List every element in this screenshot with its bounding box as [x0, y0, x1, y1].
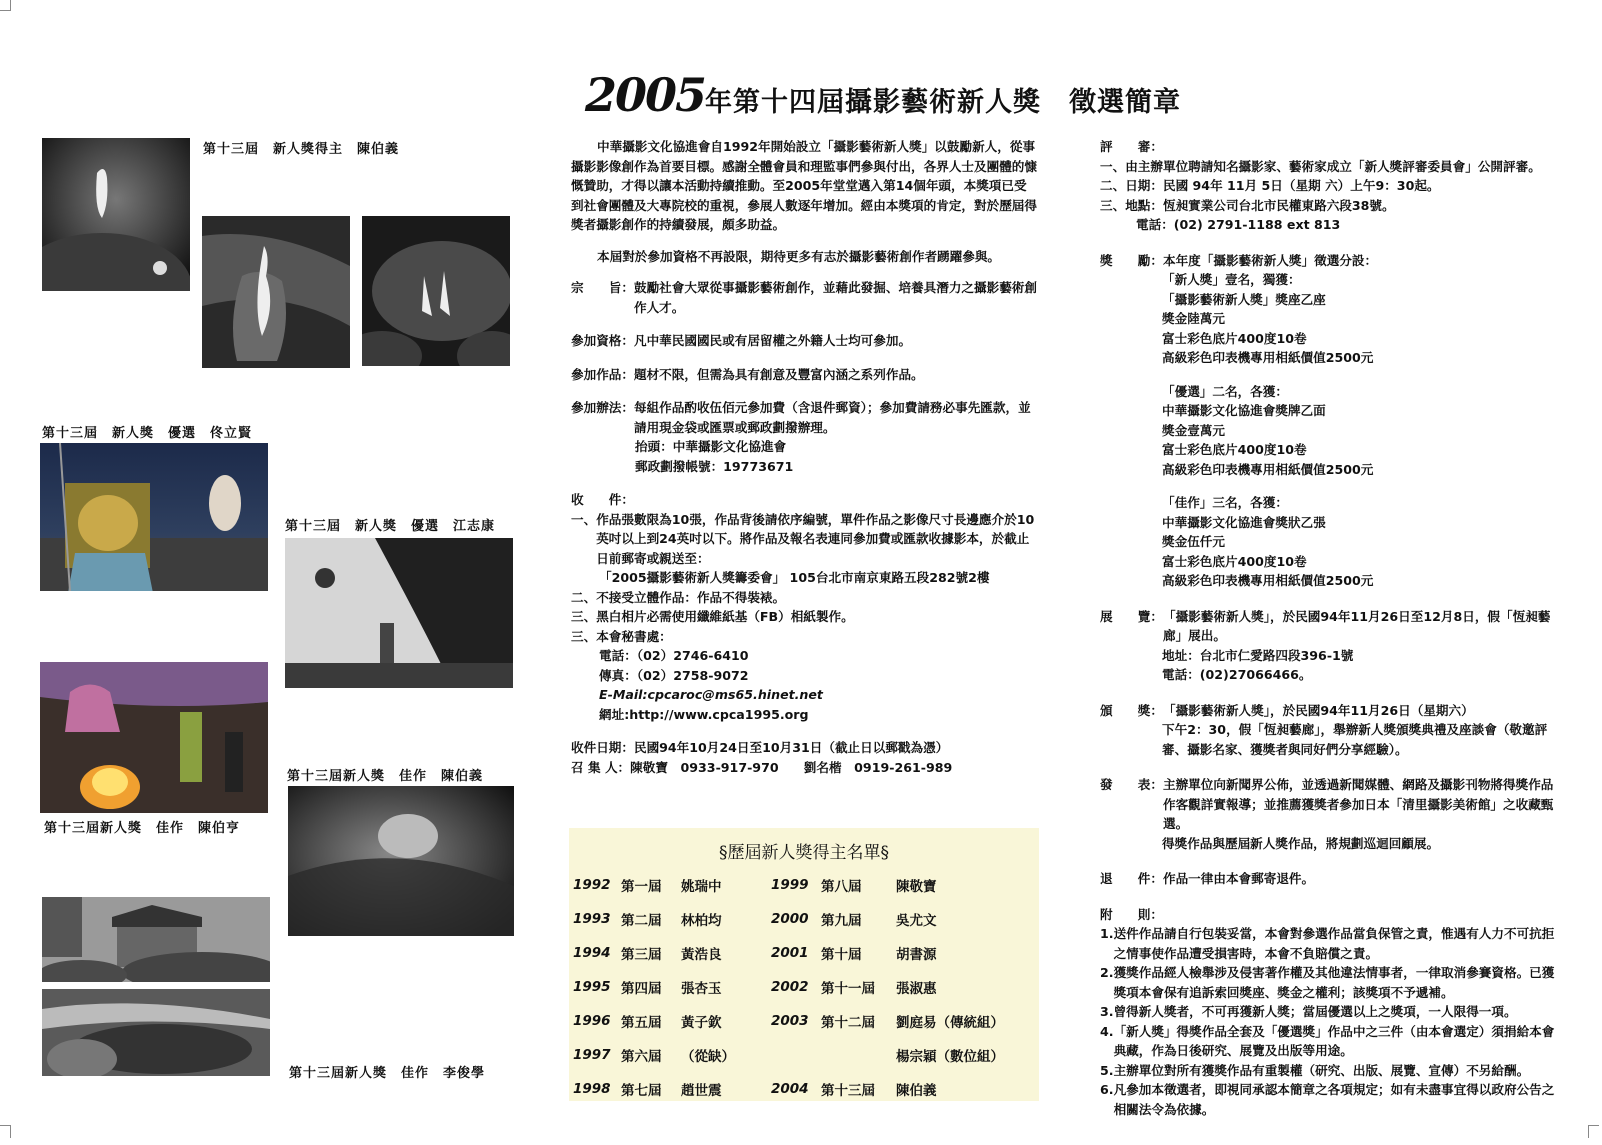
award-line: 「優選」二名，各獲： — [1162, 383, 1288, 399]
award-line: 「新人獎」壹名，獨獲： — [1162, 272, 1301, 287]
award-honorable — [1100, 493, 1562, 591]
section-submission: 收 件： 一、 作品張數限為10張，作品背後請依序編號，單件作品之影像尺寸長邊應介於10英吋以上到24英吋以下。將作品及報名表連同參加費或匯款收據影本，於截止日前郵寄或親送至： 「2005攝影藝術新人獎籌委會」 105台北市南京東路五段282號2樓 二、不接受立體作品：作品不得裝裱。 三、黑白相片必需使用纖維紙基（FB）相紙製作。 三、本會秘書處： 電話：（02）2746-6410 傳真：（02）2758-9072 E-Mail:cpcaroc@ms65.hinet.net 網址:http://www.cpca1995.org — [571, 490, 1037, 724]
winners-cell: 第十三屆 — [821, 1083, 875, 1099]
deadline-line: 收件日期：民國94年10月24日至10月31日（截止日以郵戳為憑） — [571, 740, 949, 755]
email-link[interactable]: E-Mail:cpcaroc@ms65.hinet.net — [599, 687, 823, 702]
winners-cell: 第十一屆 — [821, 981, 875, 997]
caption-6: 第十三屆新人獎 佳作 李俊學 — [289, 1066, 486, 1081]
winners-cell: 第三屆 — [621, 947, 662, 963]
photo-5 — [285, 538, 513, 688]
winners-cell: 1996 — [573, 1013, 611, 1029]
section-notes: 附 則： 1. 送件作品請自行包裝妥當，本會對參選作品當負保管之責，惟遇有人力不可抗拒之情事使作品遭受損害時，本會不負賠償之責。 2. 獲獎作品經人檢舉涉及侵害著作權及其他違法情事者，一律取消參賽資格。已獲獎項本會保有追訴索回獎座、獎金之權利；該獎項不予遞補。 3. 曾得新人獎者，不可再獲新人獎；當屆優選以上之獎項，一人限得一項。 4. 「新人獎」得獎作品全套及「優選獎」作品中之三件（由本會選定）須捐給本會典藏，作為日後研究、展覽及出版等用途。 5. 主辦單位對所有獲獎作品有重製權（研究、出版、展覽、宣傳）不另給酬。 6. 凡參加本徵選者，即視同承認本簡章之各項規定；如有未盡事宜得以政府公告之相關法令為依據。 — [1100, 905, 1562, 1120]
winners-row — [573, 1072, 1036, 1106]
note-item: 1. 送件作品請自行包裝妥當，本會對參選作品當負保管之責，惟遇有人力不可抗拒之情事使作品遭受損害時，本會不負賠償之責。 — [1100, 926, 1555, 961]
photo-1 — [42, 138, 190, 291]
award-line: 富士彩色底片400度10卷 — [1162, 442, 1307, 457]
winners-row — [573, 936, 1036, 970]
winners-cell: 2001 — [771, 945, 809, 961]
winners-cell: 1999 — [771, 877, 809, 893]
winners-cell: 2004 — [771, 1081, 809, 1097]
photo-7 — [288, 786, 514, 936]
caption-4: 第十三屆新人獎 佳作 陳伯義 — [287, 769, 484, 784]
caption-5: 第十三屆新人獎 佳作 陳伯亨 — [44, 821, 241, 836]
intro-paragraph-2: 本屆對於參加資格不再設限，期待更多有志於攝影藝術創作者踴躍參與。 — [597, 248, 1000, 264]
note-item: 6. 凡參加本徵選者，即視同承認本簡章之各項規定；如有未盡事宜得以政府公告之相關法令為依據。 — [1100, 1082, 1555, 1117]
winners-cell: （從缺） — [681, 1049, 735, 1065]
winners-cell: 1997 — [573, 1047, 611, 1063]
photo-2 — [202, 216, 350, 368]
winners-cell: 第六屆 — [621, 1049, 662, 1065]
award-line: 獎金伍仟元 — [1162, 534, 1225, 549]
note-item: 4. 「新人獎」得獎作品全套及「優選獎」作品中之三件（由本會選定）須捐給本會典藏，作為日後研究、展覽及出版等用途。 — [1100, 1023, 1555, 1058]
award-line: 高級彩色印表機專用相紙價值2500元 — [1162, 461, 1374, 477]
award-line: 獎金陸萬元 — [1162, 311, 1225, 326]
award-first — [1100, 270, 1562, 368]
winners-row — [573, 1038, 1036, 1072]
winners-cell: 1994 — [573, 945, 611, 961]
winners-cell: 第一屆 — [621, 879, 662, 895]
winners-row — [573, 970, 1036, 1004]
winners-cell: 1995 — [573, 979, 611, 995]
winners-cell: 姚瑞中 — [681, 879, 722, 895]
winners-cell: 吳尤文 — [896, 913, 937, 929]
middle-column — [571, 137, 1037, 777]
winners-cell: 第十二屆 — [821, 1015, 875, 1031]
winners-row — [573, 902, 1036, 936]
winners-cell: 陳伯義 — [896, 1083, 937, 1099]
winners-cell: 胡書源 — [896, 947, 937, 963]
intro-paragraph: 中華攝影文化協進會自1992年開始設立「攝影藝術新人獎」以鼓勵新人，從事攝影影像創作為首要目標。感謝全體會員和理監事們參與付出，各界人士及團體的慷慨贊助，才得以讓本活動持續推動。至2005年堂堂邁入第14個年頭，本獎項已受到社會團體及大專院校的重視，參展人數逐年增加。經由本獎項的肯定，對於歷屆得獎者攝影創作的持續發展，頗多助益。 — [571, 139, 1037, 232]
section-purpose: 宗 旨： 鼓勵社會大眾從事攝影藝術創作，並藉此發掘、培養具潛力之攝影藝術創作人才。 — [571, 280, 1037, 315]
section-publication: 發 表： 主辦單位向新聞界公佈，並透過新聞媒體、網路及攝影刊物將得獎作品作客觀詳實報導；並推薦獲獎者參加日本「清里攝影美術館」之收藏甄選。 得獎作品與歷屆新人獎作品，將規劃巡迴回顧展。 — [1100, 777, 1554, 851]
note-item: 5. 主辦單位對所有獲獎作品有重製權（研究、出版、展覽、宣傳）不另給酬。 — [1100, 1062, 1530, 1078]
award-line: 富士彩色底片400度10卷 — [1162, 330, 1307, 346]
crop-mark — [0, 0, 11, 11]
section-exhibition: 展 覽： 「攝影藝術新人獎」，於民國94年11月26日至12月8日，假「恆昶藝廊」展出。 地址：台北市仁愛路四段396-1號 電話：(02)27066466。 — [1100, 608, 1551, 682]
winners-cell: 第九屆 — [821, 913, 862, 929]
winners-cell: 第八屆 — [821, 879, 862, 895]
award-line: 獎金壹萬元 — [1162, 422, 1225, 438]
winners-cell: 第五屆 — [621, 1015, 662, 1031]
convener-line: 召 集 人：陳敬寶 0933-917-970 劉名楷 0919-261-989 — [571, 759, 953, 775]
page-title: 2005年第十四屆攝影藝術新人獎 徵選簡章 — [585, 68, 1182, 122]
winners-cell: 陳敬寶 — [896, 879, 937, 895]
winners-cell: 2002 — [771, 979, 809, 995]
winners-cell: 2000 — [771, 911, 809, 927]
winners-cell: 林柏均 — [681, 913, 722, 929]
photo-4 — [40, 443, 268, 591]
award-line: 高級彩色印表機專用相紙價值2500元 — [1162, 573, 1374, 588]
website-link[interactable]: 網址:http://www.cpca1995.org — [599, 706, 809, 722]
note-item: 3. 曾得新人獎者，不可再獲新人獎；當屆優選以上之獎項，一人限得一項。 — [1100, 1004, 1517, 1019]
winners-cell: 第七屆 — [621, 1083, 662, 1099]
section-ceremony: 頒 獎： 「攝影藝術新人獎」，於民國94年11月26日（星期六） 下午2：30，假「恆昶藝廊」，舉辦新人獎頒獎典禮及座談會（敬邀評審、攝影名家、獲獎者與同好們分享經驗）。 — [1100, 702, 1548, 757]
winners-cell: 第二屆 — [621, 913, 662, 929]
winners-cell: 張杏玉 — [681, 981, 722, 997]
winners-cell: 1992 — [573, 877, 611, 893]
winners-row — [573, 868, 1036, 902]
caption-3: 第十三屆 新人獎 優選 江志康 — [285, 519, 496, 534]
crop-mark — [1588, 1125, 1599, 1138]
winners-cell: 第十屆 — [821, 947, 862, 963]
winners-table — [573, 868, 1036, 1106]
photo-3 — [362, 216, 510, 366]
winners-cell: 劉庭易（傳統組） — [896, 1015, 1004, 1031]
winners-cell: 第四屆 — [621, 981, 662, 997]
winners-cell: 張淑惠 — [896, 981, 937, 997]
section-method: 參加辦法： 每組作品酌收伍佰元參加費（含退件郵資）；參加費請務必事先匯款，並請用現金袋或匯票或郵政劃撥辦理。 抬頭：中華攝影文化協進會 郵政劃撥帳號：19773671 — [571, 400, 1031, 474]
section-awards: 獎 勵： 本年度「攝影藝術新人獎」徵選分設： 「新人獎」壹名，獨獲： 「攝影藝術新人獎」獎座乙座 獎金陸萬元 富士彩色底片400度10卷 高級彩色印表機專用相紙價值2500元 「優選」二名，各獲： 中華攝影文化協進會獎牌乙面 獎金壹萬元 富士彩色底片400度10卷 高級彩色印表機專用相紙價值2500元 「佳作」三名，各獲： 中華攝影文化協進會獎狀乙張 獎金伍仟元 富士彩色底片400度10卷 高級彩色印表機專用相紙價值2500元 — [1100, 251, 1562, 591]
winners-cell: 黃子欽 — [681, 1015, 722, 1031]
section-judging: 評 審： 一、由主辦單位聘請知名攝影家、藝術家成立「新人獎評審委員會」公開評審。 二、日期：民國 94年 11月 5日（星期 六）上午9：30起。 三、地點：恆昶實業公司台北市民權東路六段38號。 電話：(02) 2791-1188 ext 813 — [1100, 139, 1541, 232]
winners-title: §歷屆新人獎得主名單§ — [719, 843, 889, 863]
award-line: 中華攝影文化協進會獎牌乙面 — [1162, 403, 1326, 418]
winners-cell: 趙世震 — [681, 1083, 722, 1099]
photo-6 — [40, 662, 268, 813]
right-column — [1100, 137, 1562, 1119]
crop-mark — [0, 1125, 11, 1138]
award-line: 「攝影藝術新人獎」獎座乙座 — [1162, 291, 1326, 307]
section-works: 參加作品： 題材不限，但需為具有創意及豐富內涵之系列作品。 — [571, 366, 924, 382]
winners-cell: 1998 — [573, 1081, 611, 1097]
award-merit — [1100, 382, 1562, 480]
award-line: 高級彩色印表機專用相紙價值2500元 — [1162, 350, 1374, 365]
winners-row — [573, 1004, 1036, 1038]
note-item: 2. 獲獎作品經人檢舉涉及侵害著作權及其他違法情事者，一律取消參賽資格。已獲獎項本會保有追訴索回獎座、獎金之權利；該獎項不予遞補。 — [1100, 965, 1555, 1000]
section-eligibility: 參加資格： 凡中華民國國民或有居留權之外籍人士均可參加。 — [571, 333, 912, 348]
winners-cell: 1993 — [573, 911, 611, 927]
winners-box — [569, 828, 1039, 1101]
award-line: 「佳作」三名，各獲： — [1162, 495, 1288, 510]
award-line: 中華攝影文化協進會獎狀乙張 — [1162, 514, 1326, 530]
winners-cell: 2003 — [771, 1013, 809, 1029]
photo-9 — [42, 989, 270, 1076]
caption-2: 第十三屆 新人獎 優選 佟立賢 — [42, 426, 253, 441]
section-return: 退 件： 作品一律由本會郵寄退件。 — [1100, 871, 1315, 886]
caption-1: 第十三屆 新人獎得主 陳伯義 — [203, 142, 400, 157]
winners-cell: 楊宗穎（數位組） — [896, 1049, 1004, 1065]
winners-cell: 黃浩良 — [681, 947, 722, 963]
photo-8 — [42, 897, 270, 982]
award-line: 富士彩色底片400度10卷 — [1162, 553, 1307, 569]
